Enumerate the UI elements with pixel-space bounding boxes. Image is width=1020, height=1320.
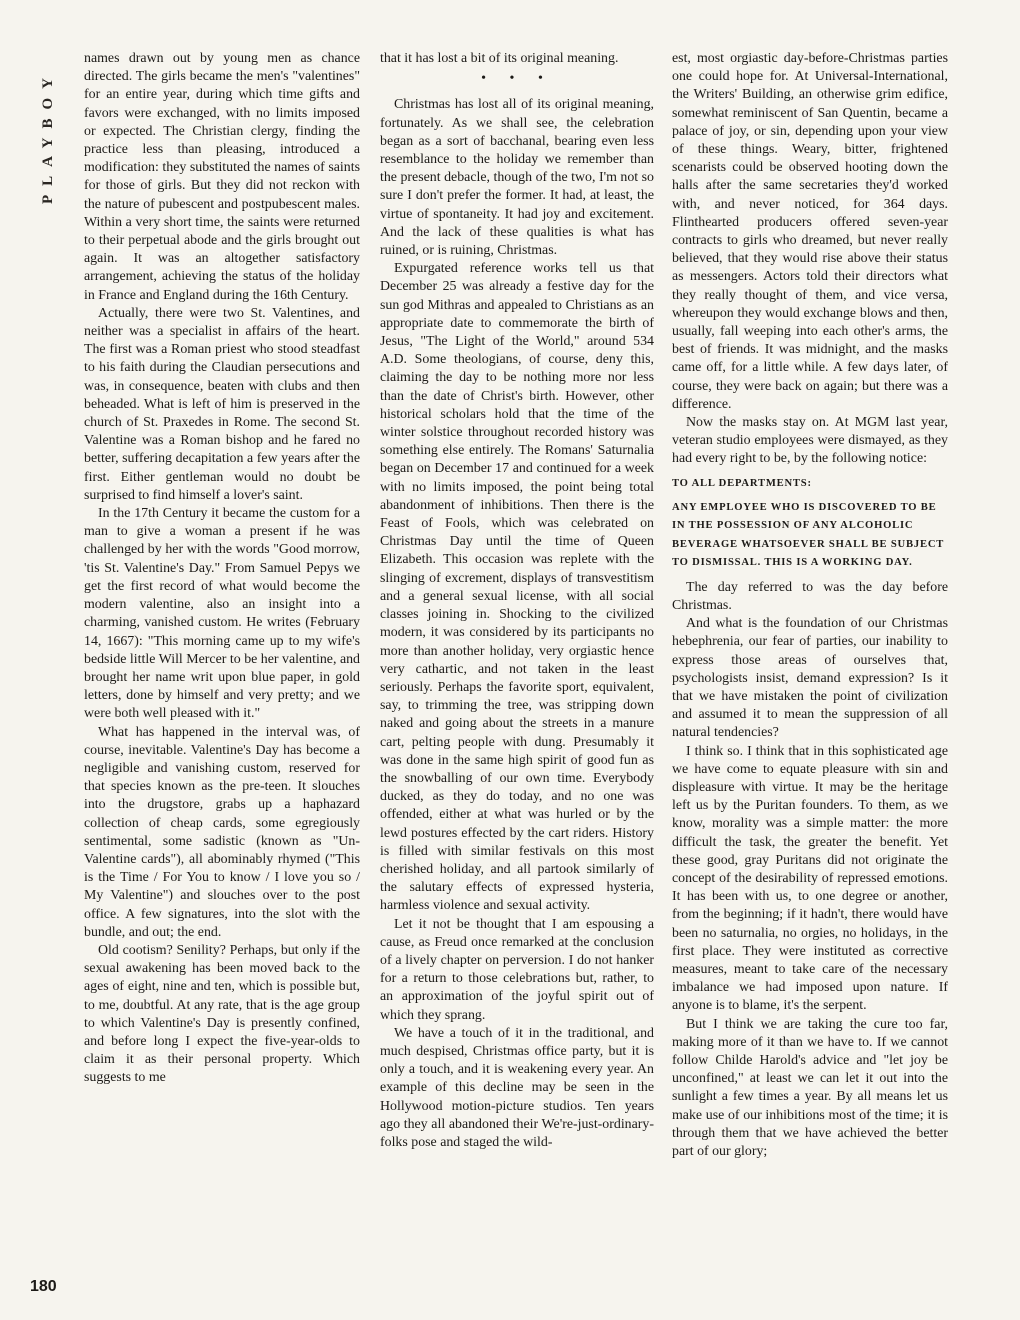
studio-notice (672, 475, 948, 573)
notice-body: ANY EMPLOYEE WHO IS DISCOVERED TO BE IN THE POSSESSION OF ANY ALCOHOLIC BEVERAGE WHATSOEVER SHALL BE SUBJECT TO DISMISSAL. THIS IS A WORKING DAY. (672, 502, 944, 569)
article-column-1 (84, 50, 360, 1310)
paragraph: est, most orgiastic day-before-Christmas parties one could hope for. At Universal-International, the Writers' Building, an otherwise grim edifice, somewhat reminiscent of San Quentin, became a palace of joy, or sin, depending upon your view of these things. Weary, bitter, frightened scenarists could be observed hooting down the halls after the same secretaries they'd worked with, and never noticed, for 364 days. Flinthearted producers offered seven-year contracts to girls who dreamed, but never really believed, that they would rise above their status as messengers. Actors told their directors what they really thought of them, and vice versa, whereupon they would exchange blows and then, usually, fall weeping into each other's arms, the best of friends. It was midnight, and the masks came off, for a little while. A few days later, of course, they were back on again; but there was a difference. (672, 51, 948, 412)
paragraph: Now the masks stay on. At MGM last year, veteran studio employees were dismayed, as they had every right to be, by the following notice: (672, 415, 948, 467)
article-column-3 (672, 50, 948, 1310)
paragraph: I think so. I think that in this sophisticated age we have come to equate pleasure with sin and displeasure with virtue. It may be the heritage left us by the Puritan founders. To them, as we know, morality was a simple matter: the more difficult the task, the greater the benefit. Yet these good, gray Puritans did not originate the concept of the desirability of repressed emotions. It has been with us, to one degree or another, from the beginning; if it hadn't, there would have been no saturnalia, no orgies, no holidays, in the first place. They were instituted as corrective measures, meant to take care of the necessary imbalance we had imposed upon nature. If anyone is to blame, it's the serpent. (672, 743, 948, 1014)
paragraph: that it has lost a bit of its original meaning. (380, 51, 619, 66)
paragraph: Let it not be thought that I am espousing a cause, as Freud once remarked at the conclusion of a lively chapter on perversion. I do not hanker for a return to those celebrations but, rather, to an approximation of the joyful spirit out of which they sprang. (380, 916, 654, 1023)
paragraph: Christmas has lost all of its original meaning, fortunately. As we shall see, the celebration began as a sort of bacchanal, bearing even less resemblance to the holiday we remember than the present debacle, though of the two, I'm not so sure I don't prefer the former. It had, at least, the virtue of spontaneity. It had joy and excitement. And the lack of these qualities is what has ruined, or is ruining, Christmas. (380, 97, 654, 259)
paragraph: We have a touch of it in the traditional, and much despised, Christmas office party, but it is only a touch, and it is weakening every year. An example of this decline may be seen in the Hollywood motion-picture studios. Ten years ago they all abandoned their We're-just-ordinary-folks pose and staged the wild- (380, 1025, 654, 1150)
paragraph: Expurgated reference works tell us that December 25 was already a festive day for the sun god Mithras and appealed to Christians as an appropriate date to commemorate the birth of Jesus, "The Light of the World," around 534 A.D. Some theologians, of course, deny this, claiming the day to be nothing more nor less than the date of Christ's birth. However, other historical scholars hold that the time of the winter solstice throughout recorded history was something else entirely. The Romans' Saturnalia began on December 17 and continued for a week with no limits imposed, the point being total abandonment of inhibitions. Then there is the Feast of Fools, which was celebrated on Christmas Day until the time of Queen Elizabeth. This occasion was replete with the slinging of excrement, displays of transvestitism and a general sexual license, with all social classes joining in. Shocking to the civilized modern, it was considered by its participants no more than another holiday, very orgiastic hence very cathartic, and not taken in the least seriously. Perhaps the favorite sport, equivalent, say, to trimming the tree, was stripping down naked and going about the streets in a manure cart, pelting people with dung. Presumably it was done in the same high spirit of good fun as the snowballing of our own time. Everybody ducked, as they do today, and no one was offended, either at what was hurled or by the lewd postures effected by the cart riders. History is filled with similar festivals on this most cherished holiday, and all partook similarly of the salutary effects of expressed hysteria, harmless violence and sexual activity. (380, 261, 654, 914)
section-separator: • • • (481, 71, 553, 87)
paragraph: In the 17th Century it became the custom for a man to give a woman a present if he was challenged by her with the words "Good morrow, 'tis St. Valentine's Day." From Samuel Pepys we get the first record of what would become the modern valentine, also an insight into a charming, vanished custom. He writes (February 14, 1667): "This morning came up to my wife's bedside little Will Mercer to be her valentine, and brought her name writ upon blue paper, in gold letters, done by himself and very pretty; and we were both well pleased with it." (84, 506, 360, 722)
paragraph: What has happened in the interval was, of course, inevitable. Valentine's Day has become a negligible and vanishing custom, reserved for that species known as the pre-teen. It slouches into the drugstore, grabs up a haphazard collection of cheap cards, some egregiously sentimental, some sadistic (known as "Un-Valentine cards"), all abominably rhymed ("This is the Time / For You to know / I love you so / My Valentine") and slouches over to the post office. A few signatures, into the slot with the bundle, and out; the end. (84, 724, 360, 940)
page-number: 180 (30, 1278, 57, 1295)
notice-heading: TO ALL DEPARTMENTS: (672, 477, 812, 489)
paragraph: Actually, there were two St. Valentines, and neither was a specialist in affairs of the heart. The first was a Roman priest who stood steadfast to his faith during the Claudian persecutions and was, in consequence, beaten with clubs and then beheaded. What is left of him is preserved in the church of St. Praxedes in Rome. The second St. Valentine was a Roman bishop and he fared no better, suffering decapitation a few years after the first. Either gentleman would no doubt be surprised to find himself a lover's saint. (84, 305, 360, 503)
paragraph: Old cootism? Senility? Perhaps, but only if the sexual awakening has been moved back to the ages of eight, nine and ten, which is possible but, to me, doubtful. At any rate, that is the age group to which Valentine's Day is presently confined, and before long I expect the five-year-olds to claim it as their personal property. Which suggests to me (84, 942, 360, 1086)
paragraph: But I think we are taking the cure too far, making more of it than we have to. If we cannot follow Childe Harold's advice and "let joy be unconfined," at least we can let it out into the sunlight a few times a year. By all means let us make use of our inhibitions most of the time; it is through them that we have achieved the better part of our glory; (672, 1016, 948, 1159)
paragraph: And what is the foundation of our Christmas hebephrenia, our fear of parties, our inability to express those areas of ourselves that, psychologists insist, demand expression? Is it that we have mistaken the point of civilization and assumed it to mean the suppression of all natural tendencies? (672, 616, 948, 741)
magazine-vertical-title: PLAYBOY (40, 69, 56, 204)
article-column-2 (380, 50, 654, 1310)
paragraph: names drawn out by young men as chance directed. The girls became the men's "valentines" for an entire year, during which time gifts and favors were exchanged, with no limits imposed or expected. The Christian clergy, finding the practice less than pleasing, introduced a modification: they substituted the names of saints for those of girls. But they did not reckon with the nature of pubescent and postpubescent males. Within a very short time, the saints were returned to their perpetual abode and the girls brought out again. It was an altogether satisfactory arrangement, achieving the status of the holiday in France and England during the 16th Century. (84, 51, 360, 303)
paragraph: The day referred to was the day before Christmas. (672, 579, 948, 613)
